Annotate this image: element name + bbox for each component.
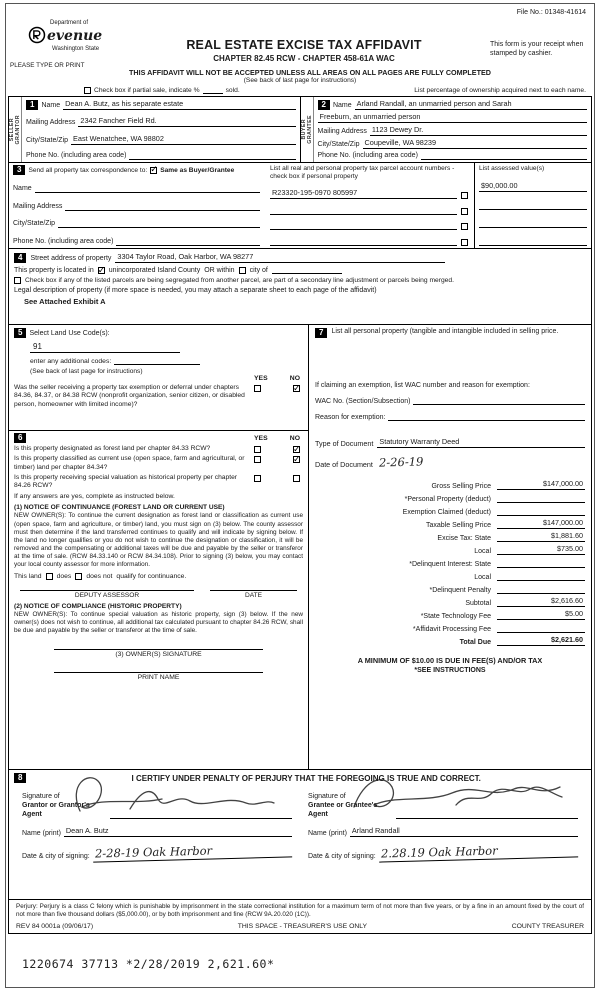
- grantor-signature-field[interactable]: [110, 789, 292, 819]
- money-row-delinquent-interest-local: Local: [315, 568, 585, 581]
- revenue-logo: [28, 20, 158, 52]
- logo-department-of: Department of: [50, 20, 89, 26]
- correspondence-city-state-zip-label: City/State/Zip: [13, 220, 56, 228]
- reason-exemption-label: Reason for exemption:: [315, 414, 386, 421]
- excise-tax-computation: [315, 477, 585, 646]
- section-4-property-location: [9, 249, 591, 325]
- grantor-date-city-field[interactable]: 2-28-19 Oak Harbor: [93, 842, 293, 863]
- form-body: [8, 96, 592, 934]
- city-checkbox[interactable]: [239, 267, 246, 274]
- delinquent-penalty-field[interactable]: [497, 585, 585, 594]
- section-8-certification: [9, 770, 591, 900]
- certify-statement: I CERTIFY UNDER PENALTY OF PERJURY THAT THE FOREGOING IS TRUE AND CORRECT.: [131, 773, 481, 783]
- money-row-exemption-claimed: Exemption Claimed (deduct): [315, 503, 585, 516]
- wac-number-field[interactable]: [413, 396, 585, 405]
- county-treasurer-label: COUNTY TREASURER: [511, 923, 584, 930]
- buyer-name-label: Name: [332, 102, 352, 109]
- current-use-question: Is this property classified as current use (open space, farm and agricultural, or timber) land per chapter 84.34?: [14, 455, 245, 471]
- correspondence-city-state-zip-field[interactable]: [58, 219, 260, 228]
- current-use-no-checkbox[interactable]: [293, 456, 300, 463]
- qualify-post-label: qualify for continuance.: [116, 573, 187, 581]
- correspondence-name-label: Name: [13, 184, 32, 192]
- money-row-delinquent-interest-state: *Delinquent Interest: State: [315, 555, 585, 568]
- no-header-s5: NO: [289, 375, 300, 382]
- exemption-deferral-question: Was the seller receiving a property tax exemption or deferral under chapters 84.36, 84.37, or 84.38 RCW (nonprofit organization, senior citizen, or disabled person, homeowner with limited income)?: [14, 384, 245, 408]
- money-row-processing-fee: *Affidavit Processing Fee: [315, 620, 585, 633]
- please-type-or-print-label: PLEASE TYPE OR PRINT: [10, 62, 85, 69]
- taxable-selling-price-field[interactable]: $147,000.00: [497, 518, 585, 529]
- buyer-city-state-zip-field[interactable]: Coupeville, WA 98239: [363, 138, 587, 149]
- grantor-date-city-label: Date & city of signing:: [22, 853, 90, 861]
- revenue-r-icon: [28, 26, 46, 46]
- qualify-line: [14, 573, 303, 580]
- partial-sale-percent-field[interactable]: [203, 86, 223, 94]
- notice-continuance-body: NEW OWNER(S): To continue the current designation as forest land or classification as current use (open space, farm and agriculture, or timber) land, you must sign on (3) below. The county assessor must then determine if the land transferred continues to qualify and will indicate by signing below. If the land no longer qualifies or you do not wish to continue the designation or classification, it will be removed and the compensating or additional taxes will be due and payable by the seller or transferor at the time of sale. (RCW 84.33.140 or RCW 84.34.108). Prior to signing (3) below, you may contact your local county assessor for more information.: [14, 512, 303, 569]
- parcel-row-1: [270, 188, 468, 199]
- warning-subline: (See back of last page for instructions): [243, 77, 357, 84]
- yes-header-s6: YES: [254, 434, 268, 442]
- buyer-city-state-zip-label: City/State/Zip: [317, 141, 360, 148]
- historical-yes-checkbox[interactable]: [254, 475, 261, 482]
- assessed-value-field-2[interactable]: [479, 201, 587, 210]
- section-8-badge: 8: [14, 773, 26, 783]
- treasurer-cash-register-stamp: 1220674 37713 *2/28/2019 2,621.60*: [22, 957, 275, 971]
- see-instructions-note: *SEE INSTRUCTIONS: [414, 667, 486, 674]
- state-technology-fee-field[interactable]: $5.00: [497, 609, 585, 620]
- excise-tax-state-field[interactable]: $1,881.60: [497, 531, 585, 542]
- parcel-row-3: [270, 221, 468, 230]
- buyer-name-field[interactable]: Arland Randall, an unmarried person and Sarah: [355, 99, 587, 110]
- seller-name-label: Name: [41, 102, 61, 109]
- parcel-number-field-3[interactable]: [270, 221, 457, 230]
- parcel-number-field-2[interactable]: [270, 206, 457, 215]
- seller-address-field[interactable]: 2342 Fancher Field Rd.: [78, 116, 295, 127]
- grantor-name-print-label: Name (print): [22, 830, 61, 838]
- money-row-delinquent-penalty: *Delinquent Penalty: [315, 581, 585, 594]
- buyer-side-label-top: BUYER: [300, 119, 307, 140]
- seller-side-label-top: SELLER: [9, 117, 15, 142]
- form-chapter-subtitle: CHAPTER 82.45 RCW - CHAPTER 458-61A WAC: [213, 54, 395, 63]
- section-5-badge: 5: [14, 328, 26, 338]
- parcel-numbers-header: List all real and personal property tax parcel account numbers - check box if personal property: [270, 165, 455, 180]
- section-4-badge: 4: [14, 253, 26, 263]
- or-within-label: OR within: [204, 267, 235, 274]
- historical-no-checkbox[interactable]: [293, 475, 300, 482]
- if-yes-note: If any answers are yes, complete as instructed below.: [14, 493, 175, 501]
- grantee-signature-field[interactable]: [396, 789, 578, 819]
- correspondence-name-field[interactable]: [35, 184, 260, 193]
- grantee-name-print-label: Name (print): [308, 830, 347, 838]
- money-row-excise-state: Excise Tax: State $1,881.60: [437, 531, 583, 542]
- forest-land-no-checkbox[interactable]: [293, 446, 300, 453]
- money-row-tech-fee: *State Technology Fee $5.00: [420, 609, 583, 620]
- land-use-code-field[interactable]: 91: [30, 342, 180, 353]
- forest-land-question: Is this property designated as forest land per chapter 84.33 RCW?: [14, 445, 211, 452]
- grantee-signature-block: [300, 789, 586, 860]
- subtotal-field[interactable]: $2,616.60: [497, 596, 585, 607]
- section-2-badge: 2: [318, 100, 330, 110]
- city-of-field[interactable]: [272, 266, 342, 274]
- qualify-does-not-label: does not: [86, 573, 113, 581]
- section-6-land-classification: [9, 431, 308, 769]
- warning-line: THIS AFFIDAVIT WILL NOT BE ACCEPTED UNLESS ALL AREAS ON ALL PAGES ARE FULLY COMPLETED: [129, 68, 491, 77]
- deputy-assessor-signature-line[interactable]: DEPUTY ASSESSOR: [20, 590, 194, 599]
- money-row-excise-local: Local $735.00: [474, 544, 583, 555]
- assessed-value-field-4[interactable]: [479, 237, 587, 246]
- section-7-badge: 7: [315, 328, 327, 338]
- assessed-values-header: List assessed value(s): [479, 165, 545, 172]
- money-row-taxable: Taxable Selling Price $147,000.00: [426, 518, 583, 529]
- legal-description-value[interactable]: See Attached Exhibit A: [24, 297, 106, 306]
- unincorporated-county-label: unincorporated Island County: [108, 267, 201, 274]
- exemption-claimed-field[interactable]: [497, 507, 585, 516]
- ownership-note: List percentage of ownership acquired next to each name.: [414, 87, 586, 94]
- buyer-address-field[interactable]: 1123 Dewey Dr.: [370, 125, 587, 136]
- partial-sale-row: [84, 86, 586, 94]
- section-1-badge: 1: [26, 100, 38, 110]
- forest-land-yes-checkbox[interactable]: [254, 446, 261, 453]
- seller-city-state-zip-field[interactable]: East Wenatchee, WA 98802: [71, 134, 295, 145]
- rev-form-number: REV 84 0001a (09/06/17): [16, 923, 94, 930]
- deputy-assessor-date-line[interactable]: DATE: [210, 590, 297, 599]
- notice-compliance-body: NEW OWNER(S): To continue special valuation as historic property, sign (3) below. If the new owner(s) does not wish to continue, all additional tax calculated pursuant to chapter 84.26 RCW, shall be due and payable by the seller or transferor at the time of sale.: [14, 611, 303, 635]
- exemption-yes-checkbox[interactable]: [254, 385, 261, 392]
- section-7-personal-property: [309, 325, 591, 769]
- partial-sale-sold-label: sold.: [225, 87, 240, 94]
- section-5-land-use: [9, 325, 308, 431]
- money-row-total-due: Total Due $2,621.60: [459, 635, 583, 646]
- segregated-note: Check box if any of the listed parcels are being segregated from another parcel, are part of a secondary line adjustment or parcels being merged.: [25, 277, 454, 284]
- assessed-value-field-3[interactable]: [479, 219, 587, 228]
- section-2-buyer: [301, 97, 592, 162]
- partial-sale-checkbox[interactable]: [84, 87, 91, 94]
- qualify-pre-label: This land: [14, 573, 42, 581]
- personal-property-label: List all personal property (tangible and intangible included in selling price.: [331, 328, 559, 335]
- personal-property-checkbox-4[interactable]: [461, 239, 468, 246]
- buyer-name-field-line2[interactable]: Freeburn, an unmarried person: [318, 112, 588, 123]
- notice-compliance-title: (2) NOTICE OF COMPLIANCE (HISTORIC PROPERTY): [14, 603, 182, 611]
- date-of-document-field[interactable]: 2-26-19: [378, 454, 424, 470]
- gross-selling-price-field[interactable]: $147,000.00: [497, 479, 585, 490]
- legal-description-label: Legal description of property (if more space is needed, you may attach a separate sheet to each page of the affidavit): [14, 287, 377, 294]
- qualify-does-label: does: [56, 573, 72, 581]
- total-due-field[interactable]: $2,621.60: [497, 635, 585, 646]
- grantor-agent-label: Grantor or Grantor's Agent: [22, 802, 90, 819]
- buyer-phone-label: Phone No. (including area code): [317, 152, 418, 159]
- grantor-signature-block: [14, 789, 300, 860]
- grantee-signature-of-label: Signature of: [308, 793, 346, 801]
- personal-property-deduct-field[interactable]: [497, 494, 585, 503]
- unincorporated-county-checkbox[interactable]: [98, 267, 105, 274]
- buyer-phone-field[interactable]: [421, 151, 587, 160]
- personal-property-checkbox-2[interactable]: [461, 208, 468, 215]
- seller-phone-label: Phone No. (including area code): [26, 151, 127, 159]
- notice-continuance-title: (1) NOTICE OF CONTINUANCE (FOREST LAND OR CURRENT USE): [14, 504, 225, 512]
- owners-signature-line[interactable]: (3) OWNER(S) SIGNATURE: [54, 649, 262, 658]
- grantee-date-city-field[interactable]: 2.28.19 Oak Harbor: [379, 842, 579, 863]
- partial-sale-label: Check box if partial sale, indicate %: [94, 87, 200, 94]
- grantee-date-city-label: Date & city of signing:: [308, 853, 376, 861]
- same-as-buyer-checkbox[interactable]: [150, 167, 157, 174]
- reason-exemption-field[interactable]: [388, 412, 585, 421]
- correspondence-address-label: Mailing Address: [13, 202, 63, 210]
- street-address-field[interactable]: 3304 Taylor Road, Oak Harbor, WA 98277: [115, 252, 445, 263]
- delinquent-interest-state-field[interactable]: [497, 559, 585, 568]
- parcel-number-field-1[interactable]: R23320-195-0970 805997: [270, 188, 457, 199]
- qualify-does-not-checkbox[interactable]: [75, 573, 82, 580]
- buyer-grantee-side-label: [301, 97, 314, 162]
- type-of-document-label: Type of Document: [315, 439, 374, 448]
- wac-number-label: WAC No. (Section/Subsection): [315, 398, 411, 405]
- type-of-document-field[interactable]: Statutory Warranty Deed: [377, 437, 585, 448]
- same-as-buyer-label: Same as Buyer/Grantee: [160, 166, 235, 174]
- money-row-personal-property: *Personal Property (deduct): [315, 490, 585, 503]
- personal-property-checkbox-3[interactable]: [461, 223, 468, 230]
- section-3-tax-correspondence: [9, 163, 591, 249]
- send-correspondence-label: Send all property tax correspondence to:: [28, 166, 148, 174]
- exemption-claim-note: If claiming an exemption, list WAC number and reason for exemption:: [315, 382, 530, 389]
- see-back-note: (See back of last page for instructions): [30, 368, 143, 375]
- perjury-statement: Perjury: Perjury is a class C felony which is punishable by imprisonment in the state correctional institution for a maximum term of not more than five years, or by a fine in an amount fixed by the court of not more than five thousand dollars ($5,000.00), or by both imprisonment and fine (RCW 9A.20.020 (1C)).: [16, 903, 584, 919]
- buyer-side-label-bottom: GRANTEE: [306, 115, 313, 144]
- personal-property-checkbox-1[interactable]: [461, 192, 468, 199]
- date-of-document-label: Date of Document: [315, 460, 373, 469]
- exemption-no-checkbox[interactable]: [293, 385, 300, 392]
- parcel-number-field-4[interactable]: [270, 237, 457, 246]
- file-number-value: 01348-41614: [544, 9, 586, 16]
- seller-grantor-side-label: [9, 97, 22, 162]
- seller-phone-field[interactable]: [129, 151, 295, 160]
- seller-address-label: Mailing Address: [26, 119, 76, 127]
- receipt-note: This form is your receipt when stamped by cashier.: [490, 41, 584, 57]
- street-address-label: Street address of property: [30, 255, 112, 262]
- grantee-agent-label: Grantee or Grantee's Agent: [308, 802, 378, 819]
- current-use-yes-checkbox[interactable]: [254, 456, 261, 463]
- seller-side-label-bottom: GRANTOR: [15, 114, 21, 145]
- delinquent-interest-local-field[interactable]: [497, 572, 585, 581]
- minimum-due-note: A MINIMUM OF $10.00 IS DUE IN FEE(S) AND/OR TAX: [357, 656, 543, 665]
- parcel-row-4: [270, 237, 468, 246]
- affidavit-processing-fee-field[interactable]: [497, 624, 585, 633]
- seller-name-field[interactable]: Dean A. Butz, as his separate estate: [63, 99, 295, 110]
- land-use-code-label: Select Land Use Code(s):: [29, 329, 110, 337]
- file-number-label: File No.:: [516, 9, 543, 16]
- section-6-badge: 6: [14, 433, 26, 443]
- print-name-line[interactable]: PRINT NAME: [54, 672, 262, 681]
- form-title: REAL ESTATE EXCISE TAX AFFIDAVIT: [186, 38, 422, 52]
- file-number: [517, 9, 586, 16]
- logo-evenue-text: evenue: [47, 28, 103, 44]
- yes-header-s5: YES: [254, 375, 268, 382]
- segregated-checkbox[interactable]: [14, 277, 21, 284]
- grantee-name-print-field[interactable]: Arland Randall: [350, 826, 578, 837]
- assessed-value-field-1[interactable]: $90,000.00: [479, 181, 587, 192]
- section-3-badge: 3: [13, 165, 25, 175]
- located-in-label: This property is located in: [14, 267, 94, 274]
- city-of-label: city of: [249, 267, 268, 274]
- qualify-does-checkbox[interactable]: [46, 573, 53, 580]
- grantor-signature-of-label: Signature of: [22, 793, 60, 801]
- historical-property-question: Is this property receiving special valuation as historical property per chapter 84.26 RCW?: [14, 473, 238, 490]
- money-row-subtotal: Subtotal $2,616.60: [465, 596, 583, 607]
- seller-city-state-zip-label: City/State/Zip: [26, 136, 69, 144]
- affidavit-page: [5, 3, 595, 988]
- no-header-s6: NO: [289, 434, 300, 442]
- logo-washington-state: Washington State: [52, 46, 100, 52]
- buyer-address-label: Mailing Address: [317, 128, 367, 135]
- additional-codes-label: enter any additional codes:: [30, 358, 112, 365]
- additional-codes-field[interactable]: [114, 356, 200, 365]
- treasurer-use-only-label: THIS SPACE - TREASURER'S USE ONLY: [237, 923, 368, 930]
- money-row-gross: Gross Selling Price $147,000.00: [431, 479, 583, 490]
- correspondence-phone-label: Phone No. (including area code): [13, 238, 114, 245]
- grantor-name-print-field[interactable]: Dean A. Butz: [64, 826, 292, 837]
- correspondence-address-field[interactable]: [65, 202, 260, 211]
- excise-tax-local-field[interactable]: $735.00: [497, 544, 585, 555]
- correspondence-phone-field[interactable]: [116, 237, 260, 246]
- parcel-row-2: [270, 206, 468, 215]
- section-1-seller: [9, 97, 301, 162]
